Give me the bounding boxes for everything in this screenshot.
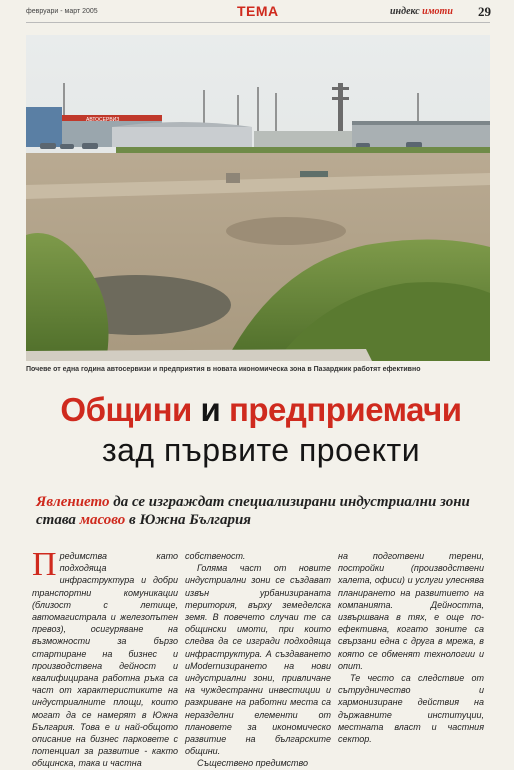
article-column-3 — [338, 550, 484, 745]
brand-part-1: индекс — [390, 6, 420, 17]
brand-part-2: имоти — [422, 6, 453, 17]
subtitle-text-1: да се изграждат специализирани индустриални зони става — [36, 494, 470, 528]
header-divider — [26, 22, 490, 23]
subtitle-emphasis-1: Явлението — [36, 494, 110, 510]
article-column-1 — [32, 546, 178, 769]
section-label: ТЕМА — [237, 3, 279, 19]
article-column-2 — [185, 550, 331, 769]
photo-caption: Почеве от една година автосервизи и предприятия в новата икономическа зона в Пазарджик работят ефективно — [26, 366, 421, 373]
headline-line-1 — [26, 390, 496, 430]
subtitle-text-2: в Южна България — [129, 512, 252, 528]
page-header — [0, 0, 514, 28]
building-sign: АВТОСЕРВИЗ — [86, 117, 120, 123]
industrial-zone-photo — [26, 35, 490, 361]
drop-cap: П — [32, 546, 57, 583]
subtitle-emphasis-2: масово — [79, 512, 126, 528]
paragraph: на подготвени терени, постройки (производствени халета, офиси) и услуги улеснява планирането на развитието на компанията. Дейността, извършвана в тях, е още по-ефективна, когато зоните са свързани една с друга в мрежа, в която се обменят технологии и опит. — [338, 551, 484, 671]
paragraph: собственост. — [185, 551, 246, 561]
article-subtitle — [36, 493, 486, 529]
magazine-brand — [390, 6, 453, 17]
headline-word-1: Общини — [60, 391, 192, 428]
headline-line-2: зад първите проекти — [101, 432, 421, 468]
paragraph: Те често са следствие от сътрудничество и хармонизиране действия на държавните институции, местната власт и частния сектор. — [338, 673, 484, 745]
paragraph — [32, 546, 178, 770]
headline-word-3: предприемачи — [228, 391, 462, 428]
paragraph-text: редимства като подходяща инфраструктура и добри транспортни комуникации (близост с летище, автомагистрала и железопътен превоз), осигуряване на възможности за бързо стартиране на бизнес и производствена дейност и квалифицирана работна ръка са част от характеристиките на индустриалните площи, които могат да се намерят в Южна България. Това е и най-общото описание на бизнес парковете с потенциал за развитие - както общинска, така и частна — [32, 551, 178, 769]
paragraph: Голяма част от новите индустриални зони се създават извън урбанизираната територия, върху земеделска земя. В повечето случаи те са общински имоти, при които следва да се изгради подходяща инфраструктура. А създаването иModernизирането на нови индустриални зони, привличане на чуждестранни инвестиции и разкриване на работни места са неразделни елементи от плановете за икономическо развитие на българските общини. — [185, 563, 331, 757]
page-number: 29 — [478, 4, 491, 19]
paragraph: Съществено предимство — [197, 758, 309, 769]
issue-date: февруари - март 2005 — [26, 8, 98, 15]
headline-word-2: и — [200, 391, 221, 428]
